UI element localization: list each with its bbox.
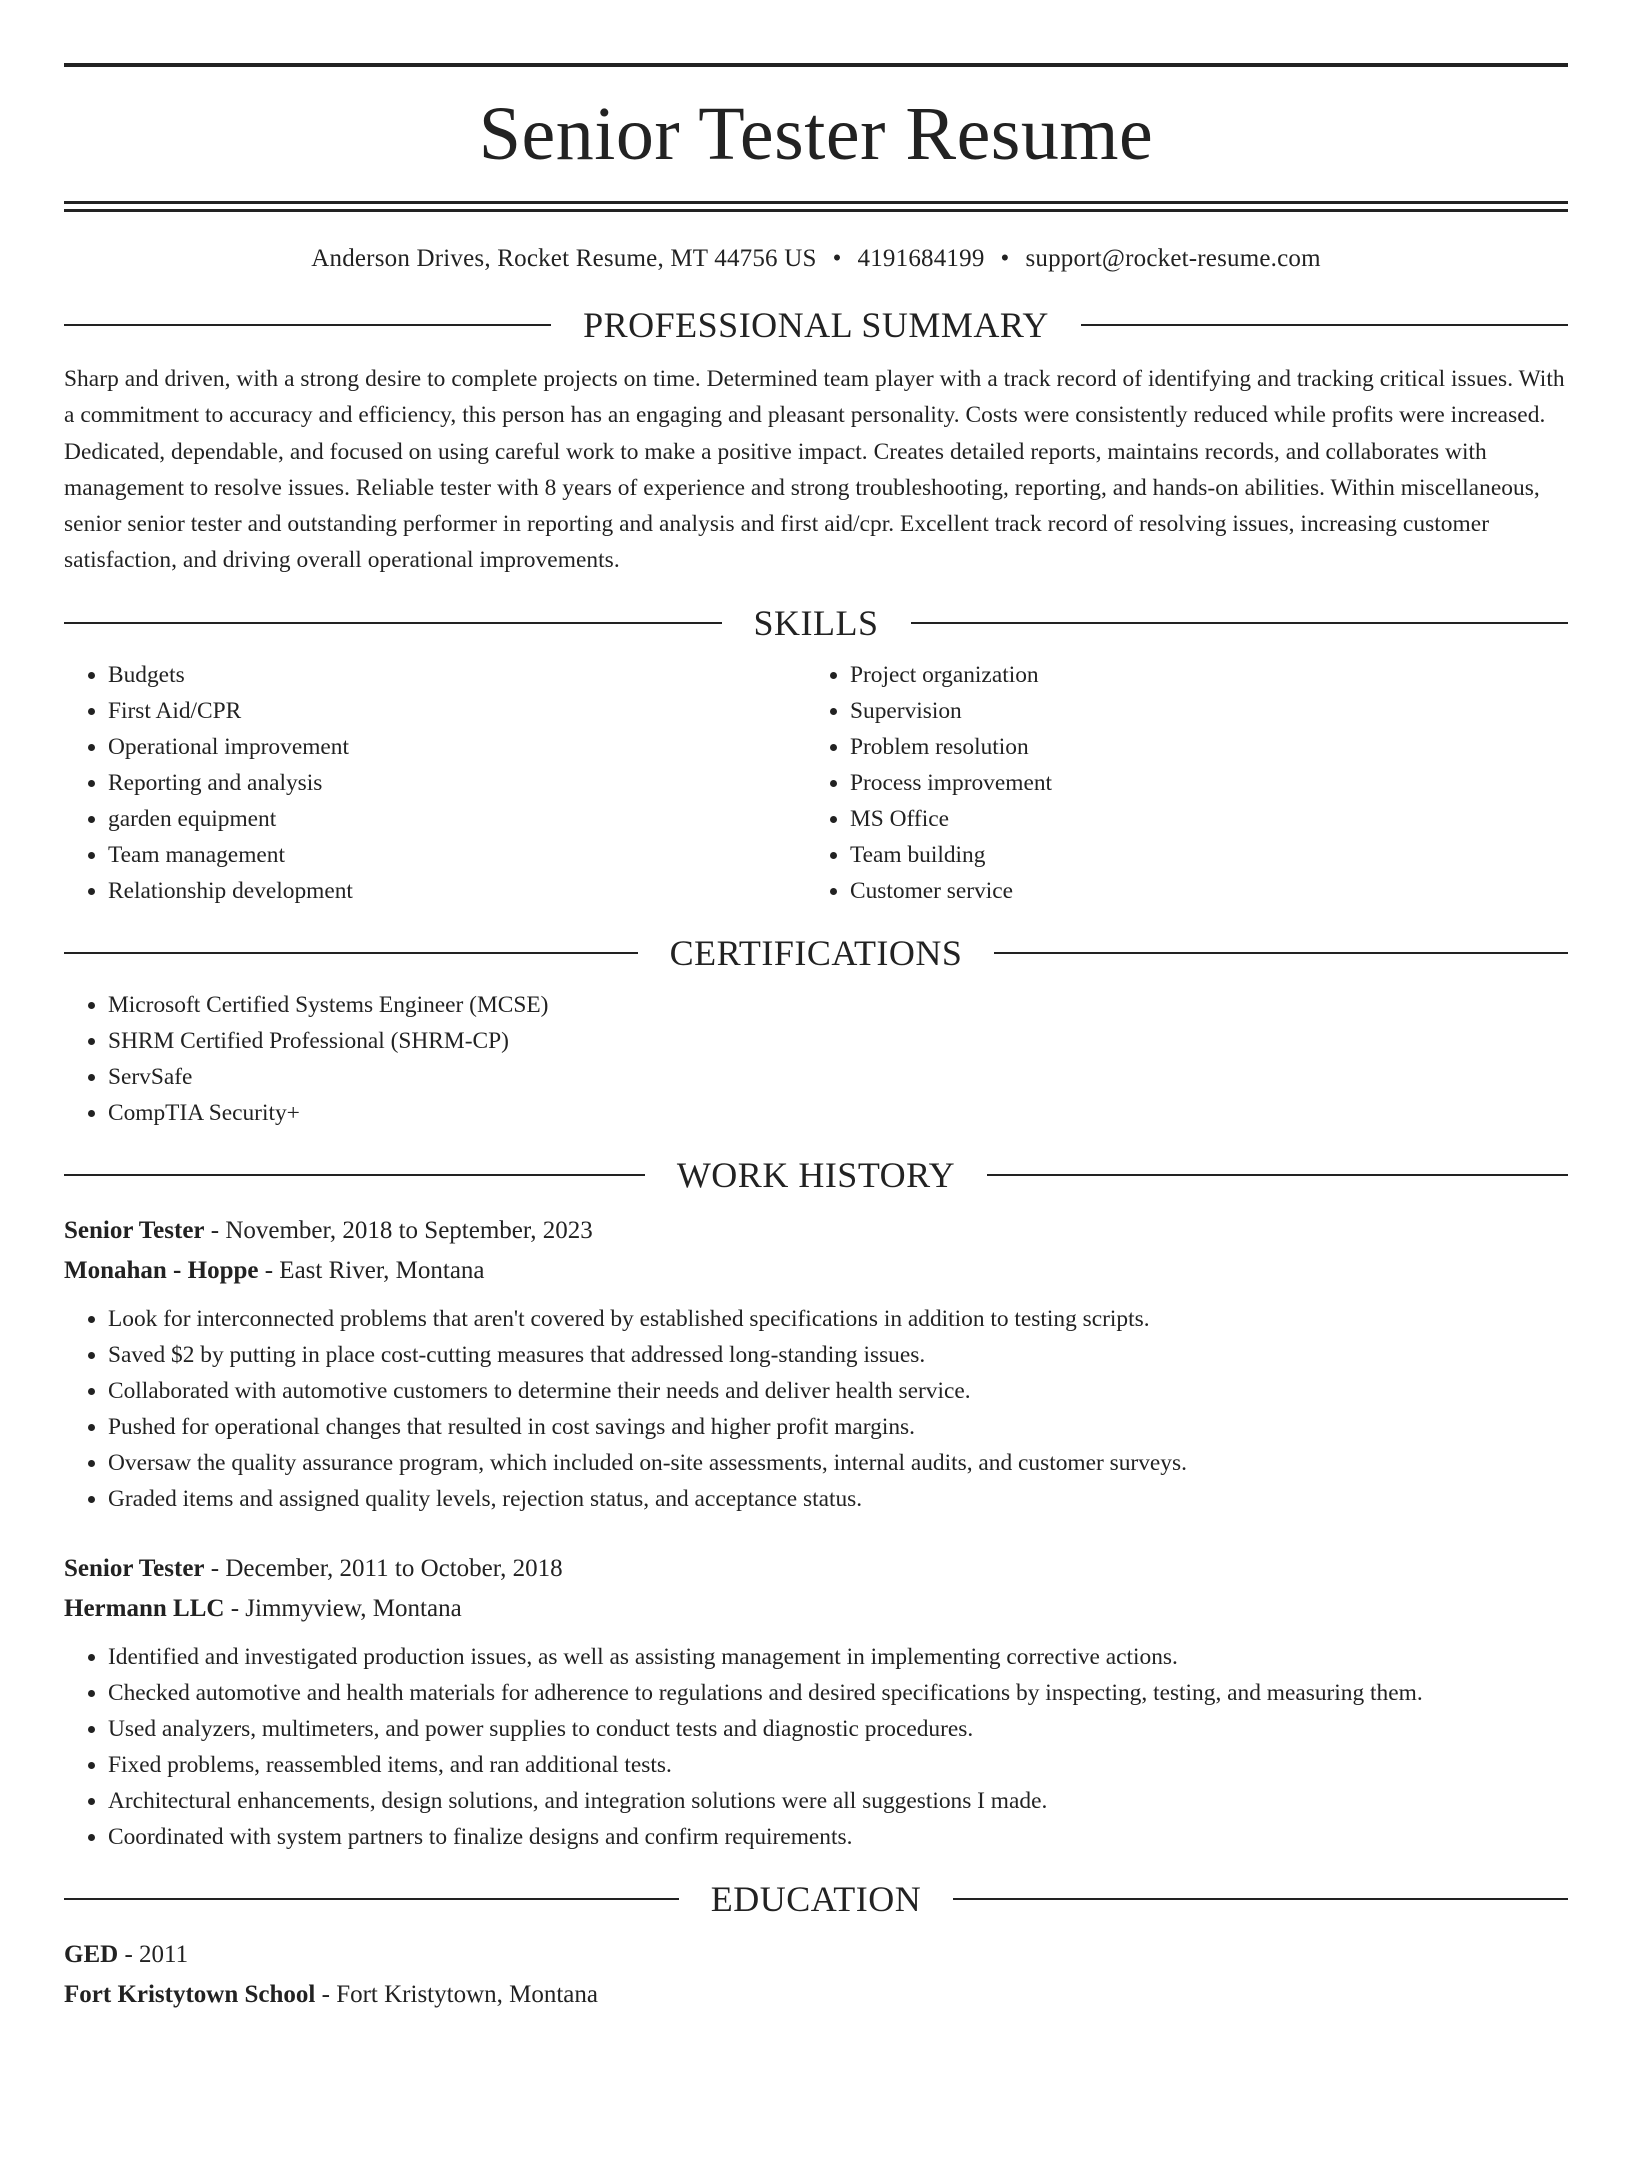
skills-list (64, 657, 806, 909)
section-heading-skills (64, 601, 1568, 645)
list-item: • Process improvement (850, 765, 1548, 801)
heading-rule (994, 952, 1568, 954)
list-item: • Reporting and analysis (108, 765, 806, 801)
skills-columns (64, 657, 1568, 909)
list-item: • Budgets (108, 657, 806, 693)
title-double-rule (64, 201, 1568, 212)
list-item: • First Aid/CPR (108, 693, 806, 729)
list-item: • Problem resolution (850, 729, 1548, 765)
list-item: • Supervision (850, 693, 1548, 729)
job-company-line (64, 1589, 1568, 1629)
job-company: Hermann LLC (64, 1594, 225, 1622)
list-item: • Team management (108, 837, 806, 873)
list-item: • Saved $2 by putting in place cost-cutting measures that addressed long-standing issues. (108, 1337, 1568, 1373)
section-title: EDUCATION (710, 1878, 922, 1919)
job-entry (64, 1549, 1568, 1855)
list-item: • Team building (850, 837, 1548, 873)
job-title-line (64, 1211, 1568, 1251)
section-heading-work-history (64, 1153, 1568, 1197)
list-item: • Graded items and assigned quality levels, rejection status, and acceptance status. (108, 1481, 1568, 1517)
heading-rule (953, 1898, 1568, 1900)
job-title: Senior Tester (64, 1554, 205, 1582)
list-item: • Fixed problems, reassembled items, and ran additional tests. (108, 1747, 1568, 1783)
job-dates: - December, 2011 to October, 2018 (204, 1554, 563, 1582)
list-item: • SHRM Certified Professional (SHRM-CP) (108, 1023, 1568, 1059)
list-item: • Coordinated with system partners to finalize designs and confirm requirements. (108, 1819, 1568, 1855)
certifications-block (64, 987, 1568, 1131)
education-degree-line (64, 1935, 1568, 1975)
list-item: • Identified and investigated production issues, as well as assisting management in implementing corrective actions. (108, 1639, 1568, 1675)
job-title: Senior Tester (64, 1216, 205, 1244)
heading-rule (911, 622, 1569, 624)
list-item: • Checked automotive and health materials for adherence to regulations and desired specifications by inspecting, testing, and measuring them. (108, 1675, 1568, 1711)
list-item: • Project organization (850, 657, 1548, 693)
list-item: • Architectural enhancements, design solutions, and integration solutions were all suggestions I made. (108, 1783, 1568, 1819)
education-location: - Fort Kristytown, Montana (315, 1980, 598, 2008)
job-company: Monahan - Hoppe (64, 1256, 259, 1284)
job-dates: - November, 2018 to September, 2023 (204, 1216, 593, 1244)
section-title: SKILLS (753, 602, 879, 643)
section-title: PROFESSIONAL SUMMARY (583, 305, 1049, 345)
list-item: • Collaborated with automotive customers to determine their needs and deliver health service. (108, 1373, 1568, 1409)
list-item: • CompTIA Security+ (108, 1095, 1568, 1131)
contact-email: support@rocket-resume.com (1025, 245, 1321, 272)
heading-rule (64, 1898, 679, 1900)
contact-phone: 4191684199 (857, 245, 985, 272)
skills-column-left (64, 657, 806, 909)
certifications-list (64, 987, 1568, 1131)
job-entry (64, 1211, 1568, 1517)
contact-line (64, 243, 1568, 275)
section-heading-summary (64, 303, 1568, 347)
top-rule (64, 63, 1568, 67)
heading-rule (64, 324, 551, 326)
heading-rule (64, 622, 722, 624)
list-item: • MS Office (850, 801, 1548, 837)
heading-rule (64, 1174, 645, 1176)
education-entry (64, 1935, 1568, 2015)
summary-paragraph: Sharp and driven, with a strong desire to complete projects on time. Determined team player with a track record of identifying and tracking critical issues. With a commitment to accuracy and efficiency, this person has an engaging and pleasant personality. Costs were consistently reduced while profits were increased. Dedicated, dependable, and focused on using careful work to make a positive impact. Creates detailed reports, maintains records, and collaborates with management to resolve issues. Reliable tester with 8 years of experience and strong troubleshooting, reporting, and hands-on abilities. Within miscellaneous, senior senior tester and outstanding performer in reporting and analysis and first aid/cpr. Excellent track record of resolving issues, increasing customer satisfaction, and driving overall operational improvements. (64, 366, 1565, 574)
job-location: - East River, Montana (258, 1256, 485, 1284)
skills-list (806, 657, 1548, 909)
list-item: • Used analyzers, multimeters, and power supplies to conduct tests and diagnostic procedures. (108, 1711, 1568, 1747)
list-item: • Operational improvement (108, 729, 806, 765)
section-heading-certifications (64, 931, 1568, 975)
job-company-line (64, 1251, 1568, 1291)
section-title: WORK HISTORY (676, 1154, 956, 1195)
education-school-line (64, 1975, 1568, 2015)
contact-separator: • (832, 245, 842, 272)
job-duties-list (64, 1301, 1568, 1517)
resume-page (0, 63, 1632, 2175)
list-item: • ServSafe (108, 1059, 1568, 1095)
heading-rule (64, 952, 638, 954)
list-item: • Pushed for operational changes that resulted in cost savings and higher profit margins. (108, 1409, 1568, 1445)
list-item: • Customer service (850, 873, 1548, 909)
contact-address: Anderson Drives, Rocket Resume, MT 44756 US (311, 245, 817, 272)
job-title-line (64, 1549, 1568, 1589)
section-heading-education (64, 1877, 1568, 1921)
resume-title: Senior Tester Resume (478, 92, 1154, 176)
list-item: • garden equipment (108, 801, 806, 837)
contact-separator: • (1000, 245, 1010, 272)
education-year: - 2011 (118, 1940, 189, 1968)
section-title: CERTIFICATIONS (669, 932, 963, 973)
heading-rule (987, 1174, 1568, 1176)
job-duties-list (64, 1639, 1568, 1855)
heading-rule (1081, 324, 1568, 326)
job-location: - Jimmyview, Montana (224, 1594, 462, 1622)
education-degree: GED (64, 1940, 119, 1968)
list-item: • Relationship development (108, 873, 806, 909)
list-item: • Look for interconnected problems that aren't covered by established specifications in addition to testing scripts. (108, 1301, 1568, 1337)
skills-column-right (806, 657, 1548, 909)
list-item: • Microsoft Certified Systems Engineer (MCSE) (108, 987, 1568, 1023)
list-item: • Oversaw the quality assurance program, which included on-site assessments, internal audits, and customer surveys. (108, 1445, 1568, 1481)
education-school: Fort Kristytown School (64, 1980, 316, 2008)
